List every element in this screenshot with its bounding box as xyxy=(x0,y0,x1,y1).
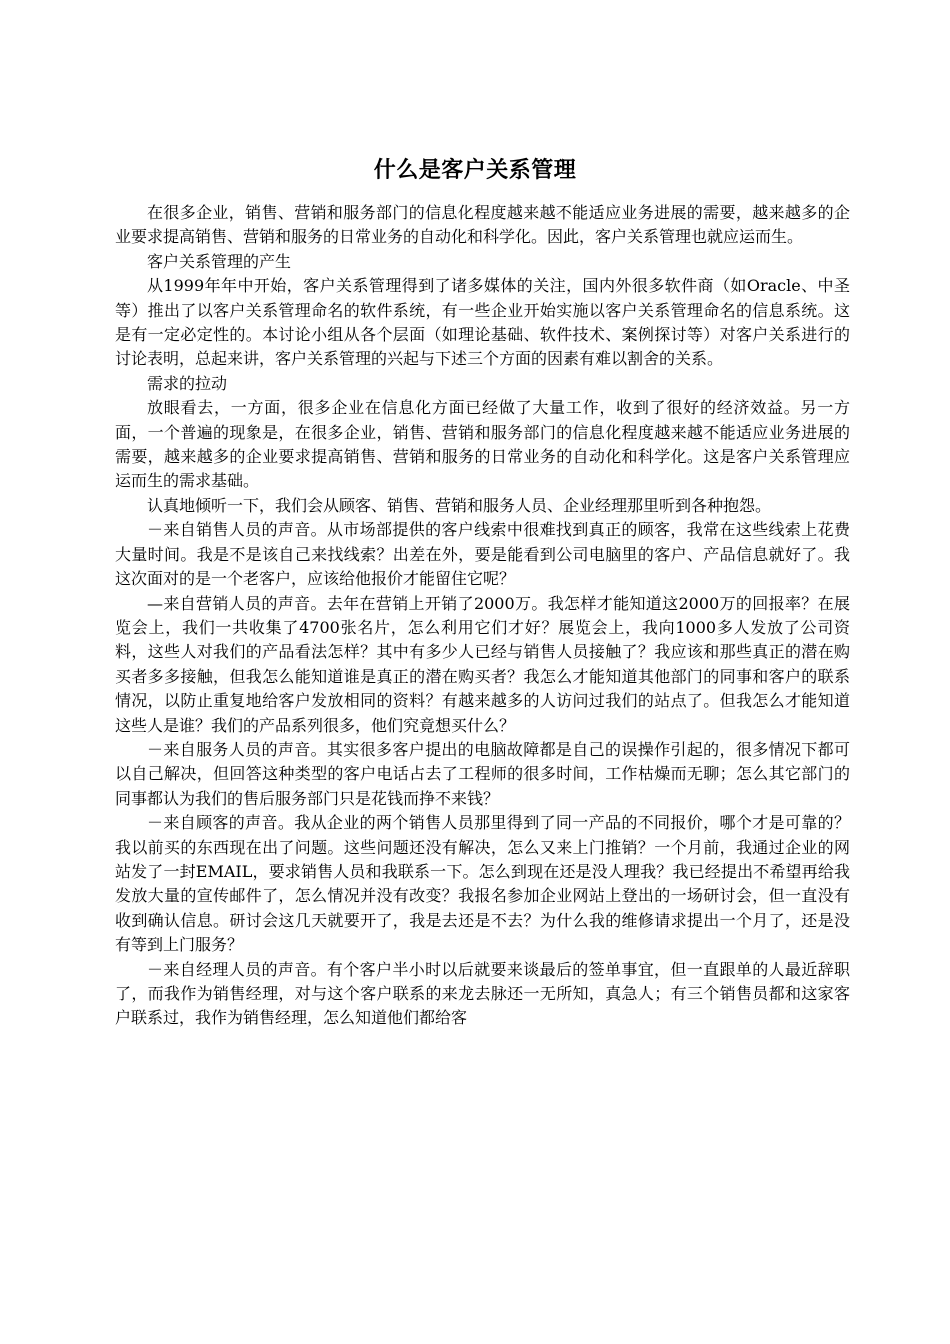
manager-voice-paragraph: －来自经理人员的声音。有个客户半小时以后就要来谈最后的签单事宜，但一直跟单的人最近辞职了，而我作为销售经理，对与这个客户联系的来龙去脉还一无所知，真急人；有三个销售员都和这家客户联系过，我作为销售经理，怎么知道他们都给客 xyxy=(115,959,850,1028)
document-title: 什么是客户关系管理 xyxy=(373,158,577,183)
section-heading-demand: 需求的拉动 xyxy=(147,373,228,393)
intro-paragraph: 在很多企业，销售、营销和服务部门的信息化程度越来越不能适应业务进展的需要，越来越多的企业要求提高销售、营销和服务的日常业务的自动化和科学化。因此，客户关系管理也就应运而生。 xyxy=(115,203,850,247)
sales-voice-paragraph: －来自销售人员的声音。从市场部提供的客户线索中很难找到真正的顾客，我常在这些线索上花费大量时间。我是不是该自己来找线索？出差在外，要是能看到公司电脑里的客户、产品信息就好了。我这次面对的是一个老客户，应该给他报价才能留住它呢？ xyxy=(115,520,850,589)
complaints-intro-paragraph: 认真地倾听一下，我们会从顾客、销售、营销和服务人员、企业经理那里听到各种抱怨。 xyxy=(147,495,772,515)
document-body xyxy=(115,201,850,1031)
marketing-voice-paragraph: —来自营销人员的声音。去年在营销上开销了2000万。我怎样才能知道这2000万的回报率？在展览会上，我们一共收集了4700张名片，怎么利用它们才好？展览会上，我向1000多人发放了公司资料，这些人对我们的产品看法怎样？其中有多少人已经与销售人员接触了？我应该和那些真正的潜在购买者多多接触，但我怎么能知道谁是真正的潜在购买者？我怎么才能知道其他部门的同事和客户的联系情况，以防止重复地给客户发放相同的资料？有越来越多的人访问过我们的站点了。但我怎么才能知道这些人是谁？我们的产品系列很多，他们究竟想买什么？ xyxy=(115,593,850,735)
service-voice-paragraph: －来自服务人员的声音。其实很多客户提出的电脑故障都是自己的误操作引起的，很多情况下都可以自己解决，但回答这种类型的客户电话占去了工程师的很多时间，工作枯燥而无聊；怎么其它部门的同事都认为我们的售后服务部门只是花钱而挣不来钱？ xyxy=(115,739,850,808)
section-heading-origin: 客户关系管理的产生 xyxy=(147,251,292,271)
origin-paragraph: 从1999年年中开始，客户关系管理得到了诸多媒体的关注，国内外很多软件商（如Oracle、中圣等）推出了以客户关系管理命名的软件系统，有一些企业开始实施以客户关系管理命名的信息系统。这是有一定必定性的。本讨论小组从各个层面（如理论基础、软件技术、案例探讨等）对客户关系进行的讨论表明，总起来讲，客户关系管理的兴起与下述三个方面的因素有难以割舍的关系。 xyxy=(115,276,850,369)
demand-paragraph: 放眼看去，一方面，很多企业在信息化方面已经做了大量工作，收到了很好的经济效益。另一方面，一个普遍的现象是，在很多企业，销售、营销和服务部门的信息化程度越来越不能适应业务进展的需要，越来越多的企业要求提高销售、营销和服务的日常业务的自动化和科学化。这是客户关系管理应运而生的需求基础。 xyxy=(115,398,850,491)
customer-voice-paragraph: －来自顾客的声音。我从企业的两个销售人员那里得到了同一产品的不同报价，哪个才是可靠的？我以前买的东西现在出了问题。这些问题还没有解决，怎么又来上门推销？一个月前，我通过企业的网站发了一封EMAIL，要求销售人员和我联系一下。怎么到现在还是没人理我？我已经提出不希望再给我发放大量的宣传邮件了，怎么情况并没有改变？我报名参加企业网站上登出的一场研讨会，但一直没有收到确认信息。研讨会这几天就要开了，我是去还是不去？为什么我的维修请求提出一个月了，还是没有等到上门服务？ xyxy=(115,813,850,955)
